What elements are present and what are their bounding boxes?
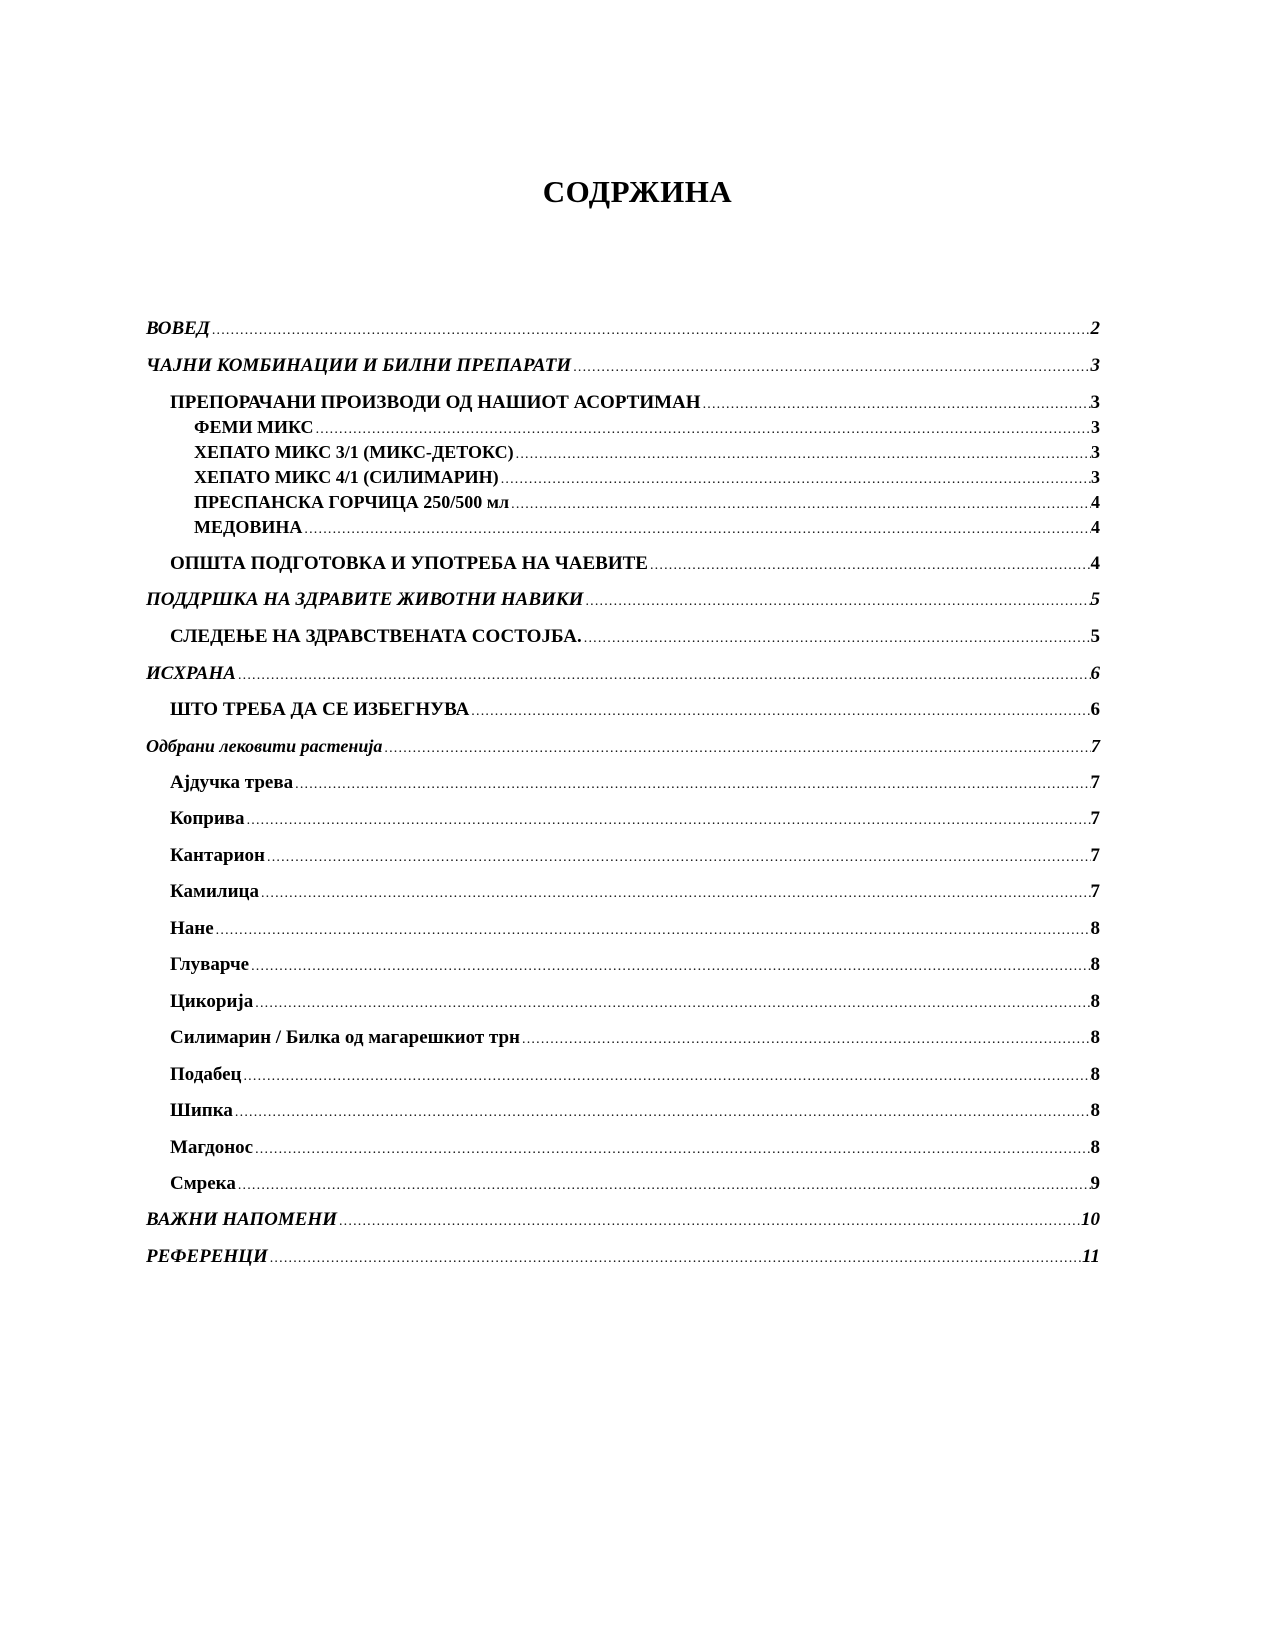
toc-entry-label: МЕДОВИНА [194, 517, 303, 537]
toc-page-number: 7 [1090, 845, 1100, 866]
toc-entry-label: ПРЕСПАНСКА ГОРЧИЦА 250/500 мл [194, 492, 510, 512]
toc-page-number: 6 [1090, 663, 1100, 684]
toc-entry[interactable] [170, 624, 1100, 650]
toc-dot-leader [514, 443, 1091, 467]
toc-page-number: 7 [1090, 881, 1100, 902]
toc-entry[interactable] [146, 587, 1100, 613]
toc-dot-leader [648, 553, 1091, 579]
toc-page-number: 9 [1090, 1173, 1100, 1194]
toc-dot-leader [469, 699, 1090, 725]
toc-entry-label: Одбрани лековити растенија [146, 736, 383, 756]
toc-entry[interactable] [170, 952, 1100, 978]
toc-page-number: 8 [1090, 1027, 1100, 1048]
toc-page-number: 3 [1091, 442, 1100, 462]
toc-dot-leader [302, 518, 1091, 542]
toc-entry[interactable] [170, 551, 1100, 577]
toc-entry[interactable] [170, 697, 1100, 723]
toc-entry-label: ШТО ТРЕБА ДА СЕ ИЗБЕГНУВА [170, 699, 470, 720]
toc-entry[interactable] [194, 465, 1100, 489]
toc-page-number: 7 [1090, 808, 1100, 829]
toc-dot-leader [259, 881, 1091, 907]
toc-page-number: 8 [1090, 918, 1100, 939]
toc-page-number: 3 [1090, 392, 1100, 413]
toc-entry-label: ПОДДРШКА НА ЗДРАВИТЕ ЖИВОТНИ НАВИКИ [146, 589, 584, 610]
toc-entry-label: Камилица [170, 881, 259, 902]
toc-entry-label: ИСХРАНА [146, 663, 236, 684]
toc-entry[interactable] [170, 1171, 1100, 1197]
toc-entry[interactable] [170, 1098, 1100, 1124]
toc-entry[interactable] [170, 1062, 1100, 1088]
toc-entry[interactable] [170, 989, 1100, 1015]
toc-entry[interactable] [194, 440, 1100, 464]
toc-dot-leader [268, 1246, 1082, 1272]
toc-page-number: 8 [1090, 991, 1100, 1012]
toc-page-number: 8 [1090, 1064, 1100, 1085]
toc-entry[interactable] [170, 879, 1100, 905]
toc-entry[interactable] [194, 515, 1100, 539]
toc-dot-leader [236, 663, 1091, 689]
toc-dot-leader [249, 954, 1090, 980]
toc-entry-label: ХЕПАТО МИКС 4/1 (СИЛИМАРИН) [194, 467, 499, 487]
toc-entry[interactable] [146, 316, 1100, 342]
toc-page-number: 4 [1091, 517, 1100, 537]
toc-entry-label: Коприва [170, 808, 245, 829]
toc-page-number: 8 [1090, 1100, 1100, 1121]
toc-entry[interactable] [194, 415, 1100, 439]
toc-page-number: 10 [1081, 1209, 1100, 1230]
toc-entry-label: ОПШТА ПОДГОТОВКА И УПОТРЕБА НА ЧАЕВИТЕ [170, 553, 648, 574]
toc-entry[interactable] [146, 661, 1100, 687]
toc-page-number: 4 [1090, 553, 1100, 574]
toc-entry[interactable] [170, 1025, 1100, 1051]
toc-dot-leader [253, 1137, 1090, 1163]
toc-entry-label: ПРЕПОРАЧАНИ ПРОИЗВОДИ ОД НАШИОТ АСОРТИМАН [170, 392, 701, 413]
toc-dot-leader [583, 589, 1090, 615]
toc-entry-label: Цикорија [170, 991, 254, 1012]
toc-entry[interactable] [170, 390, 1100, 416]
toc-entry[interactable] [146, 733, 1100, 759]
toc-entry-label: ХЕПАТО МИКС 3/1 (МИКС-ДЕТОКС) [194, 442, 514, 462]
toc-entry-label: Силимарин / Билка од магарешкиот трн [170, 1027, 521, 1048]
toc-entry-label: ВАЖНИ НАПОМЕНИ [146, 1209, 337, 1230]
toc-dot-leader [509, 493, 1091, 517]
toc-entry-label: Смрека [170, 1173, 236, 1194]
toc-entry-label: ФЕМИ МИКС [194, 417, 314, 437]
page-title: СОДРЖИНА [542, 174, 733, 209]
toc-page-number: 7 [1090, 772, 1100, 793]
toc-dot-leader [265, 845, 1091, 871]
toc-dot-leader [233, 1100, 1091, 1126]
toc-dot-leader [293, 772, 1090, 798]
toc-entry-label: РЕФЕРЕНЦИ [146, 1246, 268, 1267]
toc-page-number: 2 [1090, 318, 1100, 339]
toc-page-number: 5 [1090, 626, 1100, 647]
toc-entry-label: ВОВЕД [146, 318, 210, 339]
toc-page-number: 8 [1090, 1137, 1100, 1158]
toc-entry-label: Нане [170, 918, 214, 939]
toc-entry-label: ЧАЈНИ КОМБИНАЦИИ И БИЛНИ ПРЕПАРАТИ [146, 355, 572, 376]
toc-entry[interactable] [146, 1207, 1100, 1233]
toc-dot-leader [314, 418, 1091, 442]
toc-dot-leader [520, 1027, 1090, 1053]
toc-dot-leader [245, 808, 1091, 834]
toc-page-number: 3 [1090, 355, 1100, 376]
toc-page-number: 6 [1090, 699, 1100, 720]
toc-page-number: 8 [1090, 954, 1100, 975]
toc-dot-leader [253, 991, 1090, 1017]
toc-dot-leader [236, 1173, 1091, 1199]
toc-entry-label: Магдонос [170, 1137, 254, 1158]
toc-entry[interactable] [170, 770, 1100, 796]
toc-entry-label: Глуварче [170, 954, 250, 975]
toc-page-number: 3 [1091, 467, 1100, 487]
toc-entry[interactable] [146, 1244, 1100, 1270]
toc-dot-leader [499, 468, 1091, 492]
toc-page-number: 11 [1082, 1246, 1100, 1267]
toc-dot-leader [241, 1064, 1090, 1090]
toc-entry[interactable] [170, 916, 1100, 942]
toc-entry[interactable] [170, 843, 1100, 869]
toc-page-number: 3 [1091, 417, 1100, 437]
toc-entry-label: Подабец [170, 1064, 242, 1085]
toc-page-number: 4 [1091, 492, 1100, 512]
toc-entry[interactable] [146, 353, 1100, 379]
toc-dot-leader [210, 318, 1091, 344]
toc-entry[interactable] [170, 1135, 1100, 1161]
toc-entry-label: Кантарион [170, 845, 265, 866]
toc-entry-label: Ајдучка трева [170, 772, 294, 793]
toc-page-number: 5 [1090, 589, 1100, 610]
toc-page-number: 7 [1091, 736, 1100, 756]
toc-dot-leader [337, 1209, 1081, 1235]
toc-dot-leader [214, 918, 1091, 944]
toc-dot-leader [382, 736, 1091, 762]
toc-entry[interactable] [170, 806, 1100, 832]
toc-entry-label: Шипка [170, 1100, 233, 1121]
toc-dot-leader [582, 626, 1091, 652]
toc-entry[interactable] [194, 490, 1100, 514]
toc-entry-label: СЛЕДЕЊЕ НА ЗДРАВСТВЕНАТА СОСТОЈБА. [170, 626, 582, 647]
toc-dot-leader [571, 355, 1090, 381]
